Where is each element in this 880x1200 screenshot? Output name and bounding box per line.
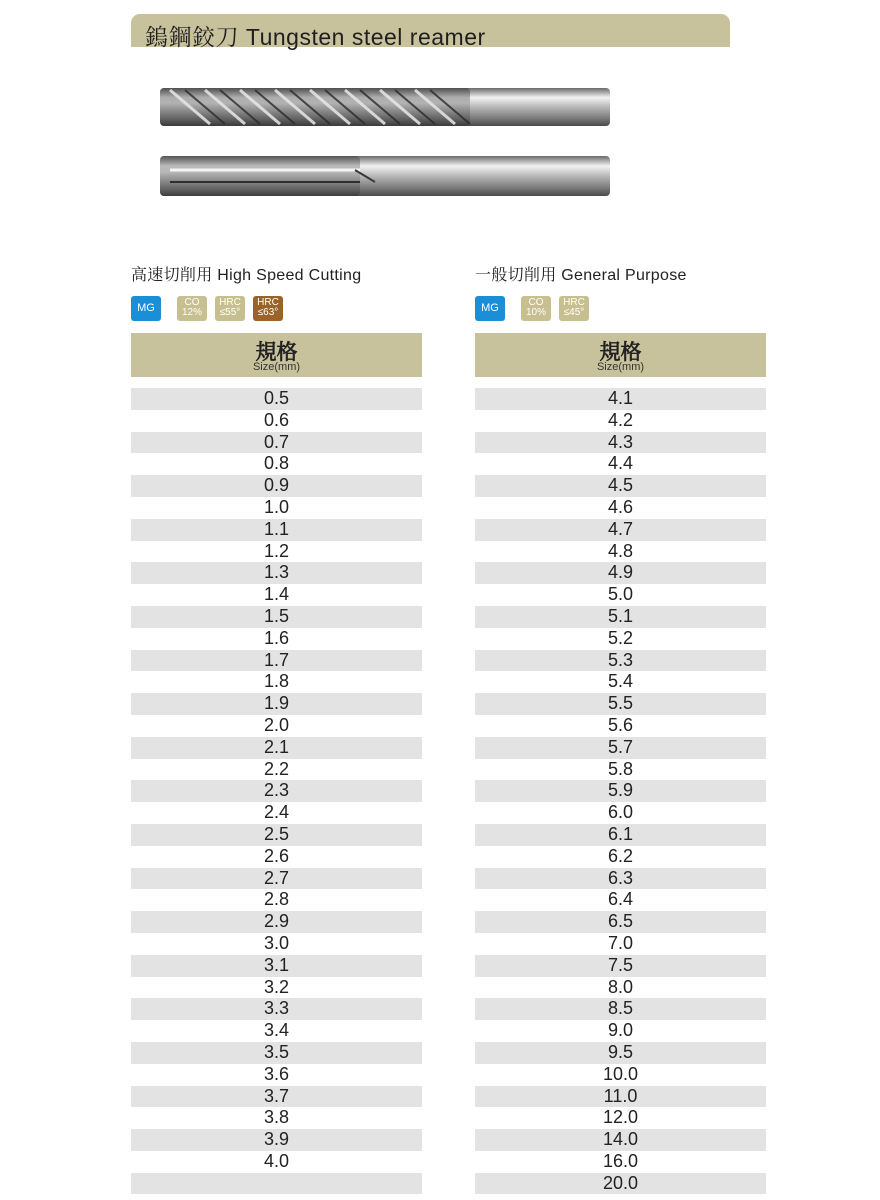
table-row: 3.7: [131, 1086, 422, 1108]
title-bar: [131, 14, 730, 50]
mg-badge: MG: [475, 296, 505, 321]
table-row: 1.5: [131, 606, 422, 628]
table-row: 5.9: [475, 780, 766, 802]
table-row: 2.3: [131, 780, 422, 802]
section-title-high-speed: 高速切削用 High Speed Cutting: [131, 267, 362, 284]
material-badges-right: [475, 295, 589, 321]
table-header-en: Size(mm): [252, 361, 301, 373]
table-row: 4.1: [475, 388, 766, 410]
table-row: 1.2: [263, 540, 290, 561]
table-row: 1.1: [131, 519, 422, 541]
hrc-63-badge: HRC ≤63°: [253, 296, 283, 321]
straight-reamer-image: [160, 156, 610, 196]
table-row: 1.9: [131, 693, 422, 715]
table-header: [131, 333, 422, 377]
table-row: 16.0: [602, 1150, 639, 1171]
table-row: 5.2: [607, 627, 634, 648]
page-title: 鎢鋼鉸刀 Tungsten steel reamer: [145, 24, 486, 50]
table-row: 6.0: [607, 802, 634, 823]
table-row: 7.0: [607, 932, 634, 953]
table-row: 2.0: [263, 714, 290, 735]
table-row: 0.8: [263, 453, 290, 474]
hrc-55-badge: HRC ≤55°: [215, 296, 245, 321]
table-row: 5.1: [475, 606, 766, 628]
table-row: 3.0: [263, 932, 290, 953]
table-row: 5.4: [607, 671, 634, 692]
table-row: 7.5: [475, 955, 766, 977]
table-row: 6.2: [607, 845, 634, 866]
table-row: 20.0: [475, 1173, 766, 1195]
table-row: 2.6: [263, 845, 290, 866]
table-row: 11.0: [475, 1086, 766, 1108]
table-row: 4.2: [607, 409, 634, 430]
table-row: 0.9: [131, 475, 422, 497]
table-row: 5.8: [607, 758, 634, 779]
table-row: 8.0: [607, 976, 634, 997]
table-row: 4.8: [607, 540, 634, 561]
table-row: 3.6: [263, 1063, 290, 1084]
table-row: 4.3: [475, 432, 766, 454]
cobalt-badge: CO 10%: [521, 296, 551, 321]
table-row: 6.3: [475, 868, 766, 890]
table-row: 4.4: [607, 453, 634, 474]
table-header-cn: 規格: [599, 341, 642, 364]
table-row: 3.8: [263, 1107, 290, 1128]
table-row: 3.9: [131, 1129, 422, 1151]
table-row: 8.5: [475, 998, 766, 1020]
spiral-reamer-image: [160, 88, 610, 126]
table-row: 2.2: [263, 758, 290, 779]
table-row: 5.6: [607, 714, 634, 735]
table-row: 3.5: [131, 1042, 422, 1064]
table-row: 4.9: [475, 562, 766, 584]
table-row: 2.8: [263, 889, 290, 910]
table-row: 1.6: [263, 627, 290, 648]
mg-badge: MG: [131, 296, 161, 321]
table-row: 3.3: [131, 998, 422, 1020]
table-row: 0.5: [131, 388, 422, 410]
table-row: 6.5: [475, 911, 766, 933]
material-badges-left: [131, 295, 283, 321]
table-row: 5.7: [475, 737, 766, 759]
table-row: 10.0: [602, 1063, 639, 1084]
hrc-45-badge: HRC ≤45°: [559, 296, 589, 321]
size-table-general: [475, 333, 766, 1193]
reamer-product-image: [150, 78, 620, 208]
table-row: 9.5: [475, 1042, 766, 1064]
table-row: 3.2: [263, 976, 290, 997]
table-row: 4.5: [475, 475, 766, 497]
table-header-cn: 規格: [255, 341, 298, 364]
size-table-high-speed: [131, 333, 422, 1171]
table-header: [475, 333, 766, 377]
table-row: 2.9: [131, 911, 422, 933]
table-row: 2.7: [131, 868, 422, 890]
table-row: 0.6: [263, 409, 290, 430]
table-row: 4.0: [263, 1150, 290, 1171]
table-row: 0.7: [131, 432, 422, 454]
table-row: 4.6: [607, 496, 634, 517]
table-row: 5.5: [475, 693, 766, 715]
table-row: 1.4: [263, 584, 290, 605]
table-row: 6.1: [475, 824, 766, 846]
table-row: 5.0: [607, 584, 634, 605]
table-row: 2.4: [263, 802, 290, 823]
table-row: 5.3: [475, 650, 766, 672]
table-row: 2.1: [131, 737, 422, 759]
table-row: 6.4: [607, 889, 634, 910]
table-row: 1.8: [263, 671, 290, 692]
table-row: 12.0: [602, 1107, 639, 1128]
table-row: 1.3: [131, 562, 422, 584]
section-title-general: 一般切削用 General Purpose: [475, 267, 687, 284]
table-row: 3.1: [131, 955, 422, 977]
table-row: 1.7: [131, 650, 422, 672]
table-row: 1.0: [263, 496, 290, 517]
table-row: 2.5: [131, 824, 422, 846]
table-row: 9.0: [607, 1020, 634, 1041]
table-header-en: Size(mm): [596, 361, 645, 373]
cobalt-badge: CO 12%: [177, 296, 207, 321]
table-row: 14.0: [475, 1129, 766, 1151]
table-row: [131, 1173, 422, 1195]
table-row: 4.7: [475, 519, 766, 541]
table-row: 3.4: [263, 1020, 290, 1041]
size-list: [131, 388, 422, 1194]
size-list: [475, 388, 766, 1194]
